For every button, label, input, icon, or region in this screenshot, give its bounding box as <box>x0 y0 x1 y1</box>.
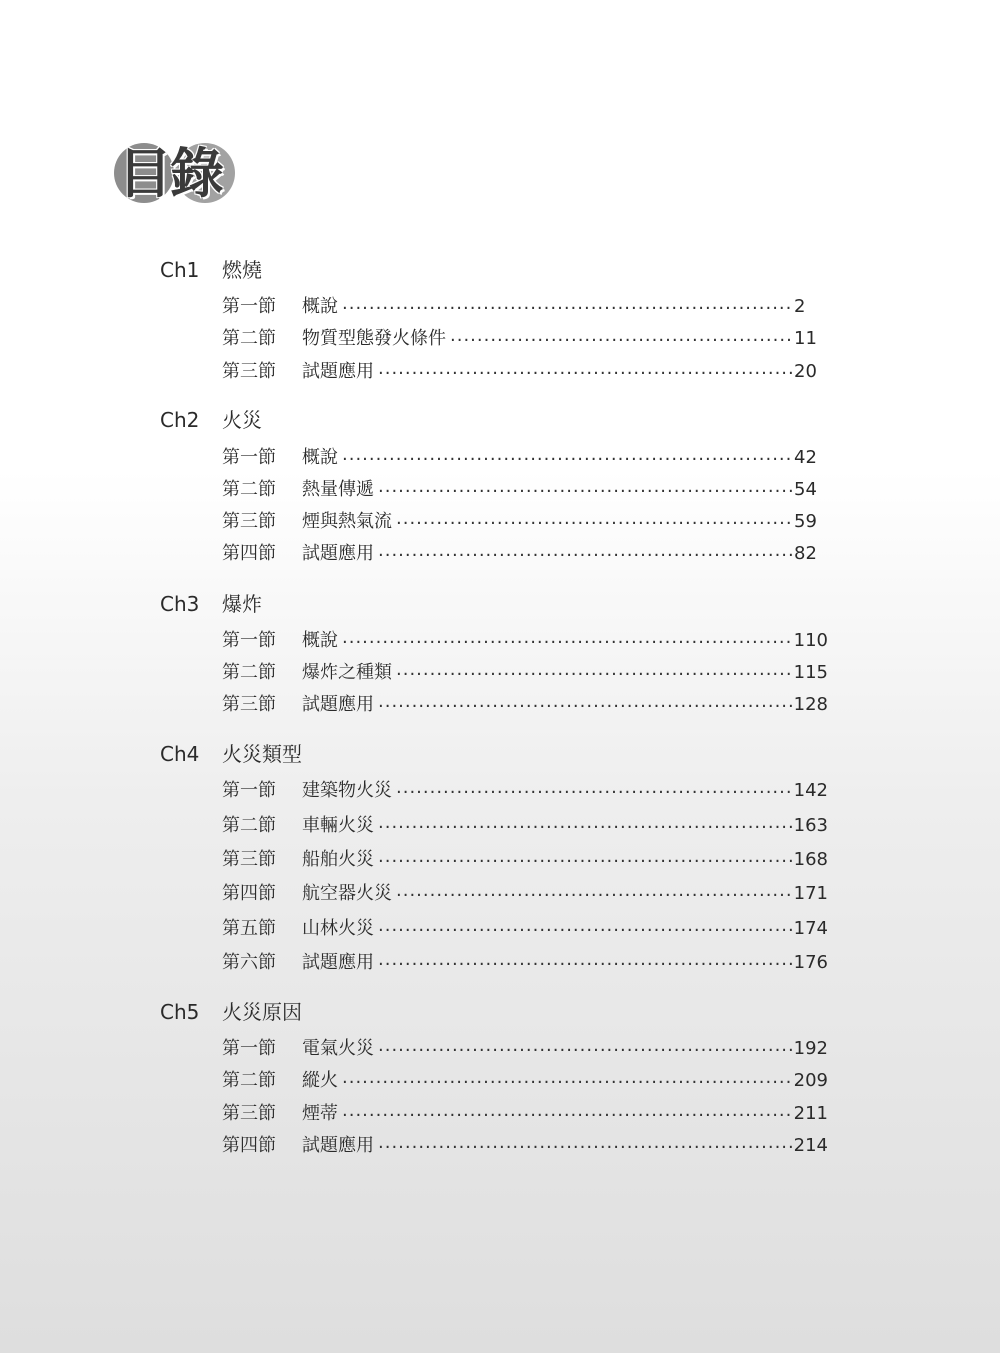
toc-entry[interactable] <box>222 477 828 503</box>
page-number: 174 <box>793 918 828 939</box>
dot-leader <box>378 916 792 942</box>
section-title: 縱火 <box>302 1070 338 1091</box>
page-number: 168 <box>793 849 828 870</box>
section-number: 第三節 <box>222 511 276 532</box>
section-title: 航空器火災 <box>302 883 392 904</box>
toc-entry[interactable] <box>222 692 828 718</box>
dot-leader <box>396 660 792 686</box>
dot-leader <box>378 813 792 839</box>
section-number: 第三節 <box>222 849 276 870</box>
chapter-code: Ch5 <box>160 1000 200 1024</box>
section-title: 熱量傳遞 <box>302 479 374 500</box>
dot-leader <box>378 950 792 976</box>
chapter-code: Ch4 <box>160 742 200 766</box>
page-number: 128 <box>793 694 828 715</box>
toc-entry[interactable] <box>222 509 828 535</box>
section-number: 第二節 <box>222 328 276 349</box>
chapter-heading <box>160 998 302 1026</box>
section-title: 建築物火災 <box>302 780 392 801</box>
chapter-heading <box>160 256 262 284</box>
toc-entry[interactable] <box>222 660 828 686</box>
section-number: 第二節 <box>222 815 276 836</box>
page-number: 163 <box>793 815 828 836</box>
dot-leader <box>378 692 792 718</box>
toc-entry[interactable] <box>222 628 828 654</box>
section-number: 第一節 <box>222 780 276 801</box>
section-title: 概說 <box>302 630 338 651</box>
chapter-code: Ch2 <box>160 408 200 432</box>
chapter-code: Ch3 <box>160 592 200 616</box>
page-number: 42 <box>794 447 817 468</box>
page-number: 171 <box>793 883 828 904</box>
section-number: 第五節 <box>222 918 276 939</box>
section-title: 概說 <box>302 296 338 317</box>
section-number: 第四節 <box>222 883 276 904</box>
dot-leader <box>378 359 792 385</box>
page-number: 209 <box>793 1070 828 1091</box>
chapter-title: 燃燒 <box>222 258 262 282</box>
toc-entry[interactable] <box>222 881 828 907</box>
page-number: 2 <box>794 296 806 317</box>
dot-leader <box>342 1101 792 1127</box>
section-title: 煙與熱氣流 <box>302 511 392 532</box>
section-number: 第一節 <box>222 1038 276 1059</box>
dot-leader <box>342 1068 792 1094</box>
chapter-title: 火災原因 <box>222 1000 302 1024</box>
toc-entry[interactable] <box>222 359 828 385</box>
chapter-title: 爆炸 <box>222 592 262 616</box>
dot-leader <box>378 541 792 567</box>
section-title: 爆炸之種類 <box>302 662 392 683</box>
dot-leader <box>342 294 792 320</box>
chapter-code: Ch1 <box>160 258 200 282</box>
page-number: 115 <box>793 662 828 683</box>
page-number: 54 <box>794 479 817 500</box>
page-title: 目錄 <box>118 142 222 205</box>
toc-entry[interactable] <box>222 778 828 804</box>
chapter-title: 火災 <box>222 408 262 432</box>
dot-leader <box>378 1036 792 1062</box>
section-title: 山林火災 <box>302 918 374 939</box>
section-title: 試題應用 <box>302 1135 374 1156</box>
section-title: 試題應用 <box>302 361 374 382</box>
section-number: 第六節 <box>222 952 276 973</box>
section-number: 第一節 <box>222 630 276 651</box>
section-title: 車輛火災 <box>302 815 374 836</box>
page-number: 110 <box>793 630 828 651</box>
chapter-heading <box>160 590 262 618</box>
section-number: 第一節 <box>222 447 276 468</box>
section-title: 試題應用 <box>302 543 374 564</box>
section-title: 物質型態發火條件 <box>302 328 446 349</box>
chapter-heading <box>160 406 262 434</box>
page-number: 11 <box>794 328 817 349</box>
dot-leader <box>378 847 792 873</box>
chapter-title: 火災類型 <box>222 742 302 766</box>
section-title: 試題應用 <box>302 952 374 973</box>
section-number: 第三節 <box>222 694 276 715</box>
toc-entry[interactable] <box>222 847 828 873</box>
section-number: 第一節 <box>222 296 276 317</box>
section-number: 第二節 <box>222 479 276 500</box>
toc-entry[interactable] <box>222 294 828 320</box>
dot-leader <box>378 477 792 503</box>
chapter-heading <box>160 740 302 768</box>
dot-leader <box>396 778 792 804</box>
dot-leader <box>342 445 792 471</box>
section-title: 電氣火災 <box>302 1038 374 1059</box>
toc-title-badge <box>112 138 252 218</box>
page-number: 211 <box>793 1103 828 1124</box>
toc-entry[interactable] <box>222 1036 828 1062</box>
section-title: 煙蒂 <box>302 1103 338 1124</box>
page-number: 142 <box>793 780 828 801</box>
toc-entry[interactable] <box>222 1068 828 1094</box>
section-title: 概說 <box>302 447 338 468</box>
toc-entry[interactable] <box>222 950 828 976</box>
section-number: 第二節 <box>222 1070 276 1091</box>
page-number: 59 <box>794 511 817 532</box>
page-number: 176 <box>793 952 828 973</box>
toc-entry[interactable] <box>222 916 828 942</box>
section-number: 第二節 <box>222 662 276 683</box>
section-number: 第三節 <box>222 1103 276 1124</box>
toc-entry[interactable] <box>222 326 828 352</box>
toc-entry[interactable] <box>222 445 828 471</box>
page-number: 192 <box>793 1038 828 1059</box>
section-number: 第三節 <box>222 361 276 382</box>
toc-entry[interactable] <box>222 1133 828 1159</box>
dot-leader <box>378 1133 792 1159</box>
dot-leader <box>396 509 792 535</box>
section-title: 試題應用 <box>302 694 374 715</box>
section-number: 第四節 <box>222 1135 276 1156</box>
dot-leader <box>450 326 792 352</box>
page-number: 214 <box>793 1135 828 1156</box>
dot-leader <box>342 628 792 654</box>
page-number: 82 <box>794 543 817 564</box>
page-number: 20 <box>794 361 817 382</box>
section-number: 第四節 <box>222 543 276 564</box>
toc-entry[interactable] <box>222 1101 828 1127</box>
dot-leader <box>396 881 792 907</box>
toc-entry[interactable] <box>222 813 828 839</box>
toc-entry[interactable] <box>222 541 828 567</box>
section-title: 船舶火災 <box>302 849 374 870</box>
